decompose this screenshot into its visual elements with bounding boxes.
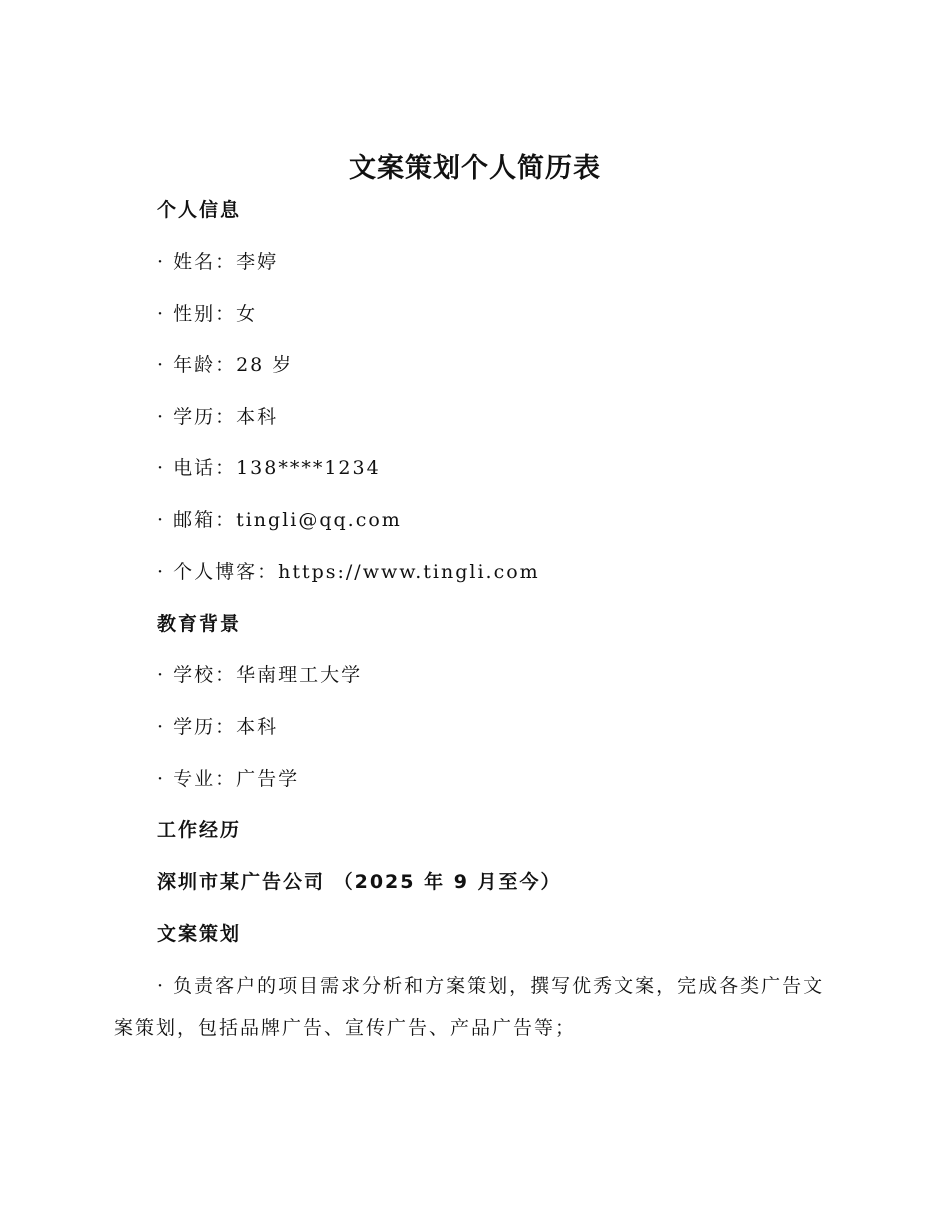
edu-degree: · 学历：本科 (157, 716, 279, 738)
document-title: 文案策划个人简历表 (349, 153, 601, 184)
info-email: · 邮箱：tingli@qq.com (157, 509, 402, 531)
work-position: 文案策划 (157, 923, 242, 945)
info-blog: · 个人博客：https://www.tingli.com (157, 561, 540, 583)
edu-major: · 专业：广告学 (157, 768, 300, 790)
work-description: · 负责客户的项目需求分析和方案策划，撰写优秀文案，完成各类广告文案策划，包括品牌广告、宣传广告、产品广告等； (114, 975, 825, 1039)
info-age: · 年龄：28 岁 (157, 354, 294, 376)
info-degree: · 学历：本科 (157, 406, 279, 428)
section-heading-education: 教育背景 (157, 613, 242, 635)
info-phone: · 电话：138****1234 (157, 457, 381, 479)
section-heading-work: 工作经历 (157, 819, 242, 841)
work-company: 深圳市某广告公司 （2025 年 9 月至今） (157, 871, 562, 893)
edu-school: · 学校：华南理工大学 (157, 664, 363, 686)
info-name: · 姓名：李婷 (157, 251, 279, 273)
section-heading-personal-info: 个人信息 (157, 199, 242, 221)
info-gender: · 性别：女 (157, 303, 258, 325)
